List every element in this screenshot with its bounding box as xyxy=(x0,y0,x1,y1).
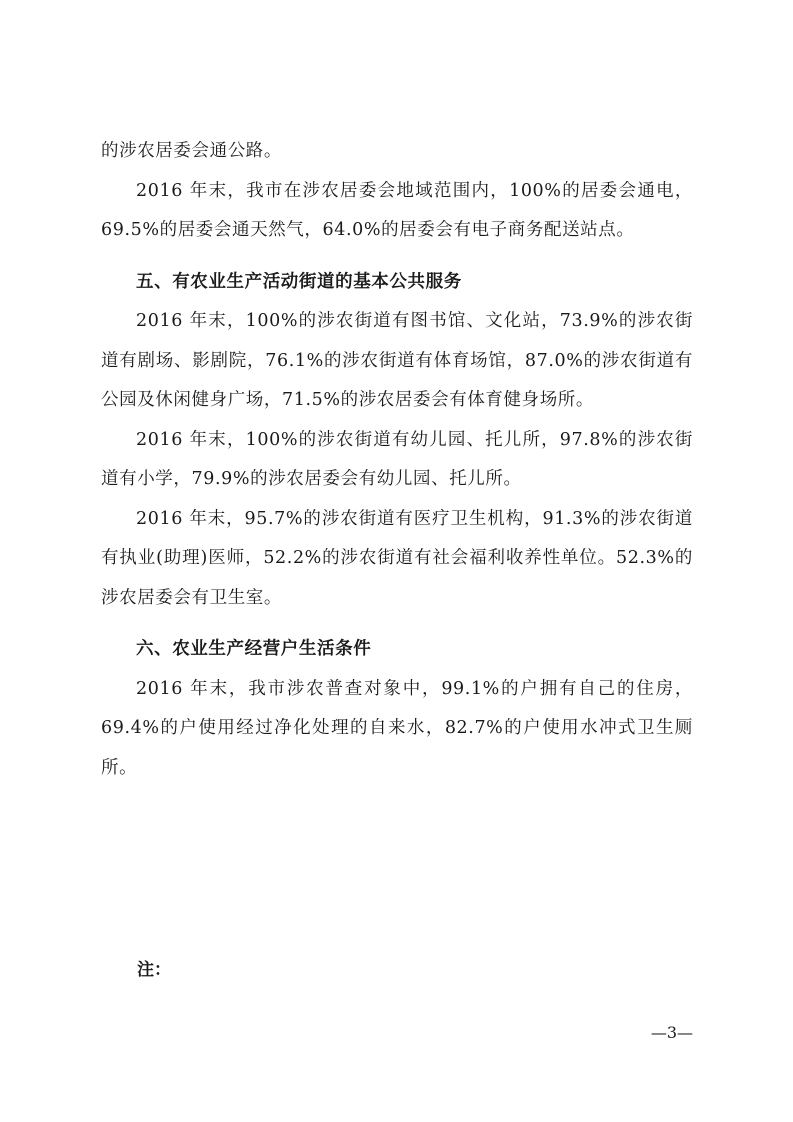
paragraph-education: 2016 年末，100%的涉农街道有幼儿园、托儿所，97.8%的涉农街道有小学，79.9%的涉农居委会有幼儿园、托儿所。 xyxy=(101,429,693,489)
paragraph-culture-sports: 2016 年末，100%的涉农街道有图书馆、文化站，73.9%的涉农街道有剧场、影剧院，76.1%的涉农街道有体育场馆，87.0%的涉农街道有公园及休闲健身广场，71.5%的涉农居委会有体育健身场所。 xyxy=(101,311,693,410)
paragraph-continuation: 的涉农居委会通公路。 xyxy=(101,141,282,161)
document-body xyxy=(101,132,693,788)
paragraph-residents-committee-infrastructure: 2016 年末，我市在涉农居委会地域范围内，100%的居委会通电，69.5%的居委会通天然气，64.0%的居委会有电子商务配送站点。 xyxy=(101,180,693,240)
section-heading-6: 六、农业生产经营户生活条件 xyxy=(136,639,372,659)
paragraph-living-conditions: 2016 年末，我市涉农普查对象中，99.1%的户拥有自己的住房，69.4%的户使用经过净化处理的自来水，82.7%的户使用水冲式卫生厕所。 xyxy=(101,678,693,778)
note-label: 注： xyxy=(137,960,171,980)
section-heading-5: 五、有农业生产活动街道的基本公共服务 xyxy=(136,271,462,292)
paragraph-health-welfare: 2016 年末，95.7%的涉农街道有医疗卫生机构，91.3%的涉农街道有执业(助理)医师，52.2%的涉农街道有社会福利收养性单位。52.3%的涉农居委会有卫生室。 xyxy=(101,508,693,608)
page-number: —3— xyxy=(650,1023,693,1042)
